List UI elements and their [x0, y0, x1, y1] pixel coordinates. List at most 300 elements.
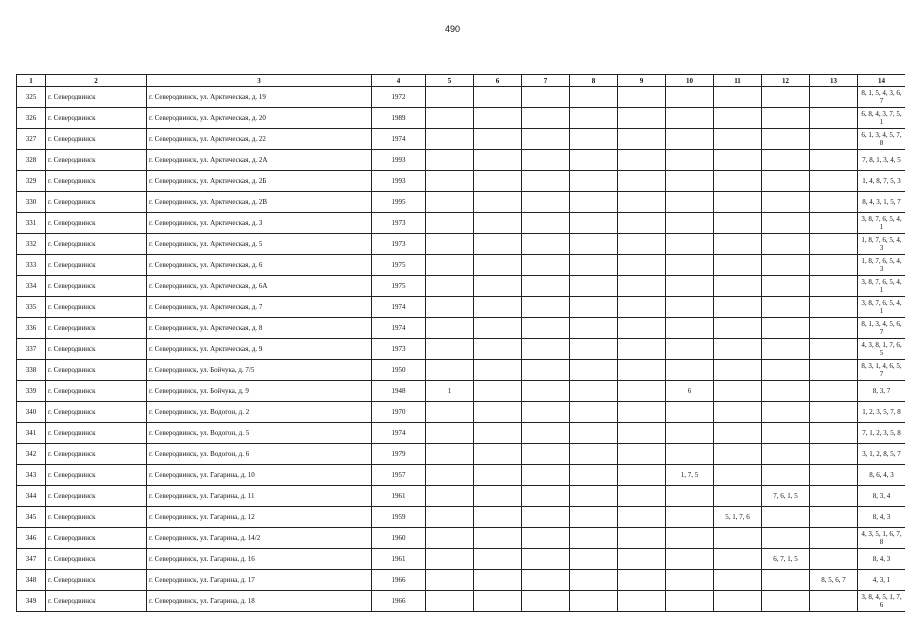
- table-cell-col-8: [570, 108, 618, 129]
- table-cell-col-8: [570, 507, 618, 528]
- column-header-10: 10: [666, 75, 714, 87]
- table-cell-col-3: г. Северодвинск, ул. Гагарина, д. 12: [147, 507, 372, 528]
- table-cell-col-1: 345: [17, 507, 46, 528]
- table-cell-col-4: 1961: [372, 486, 426, 507]
- table-cell-col-4: 1974: [372, 423, 426, 444]
- table-cell-col-9: [618, 234, 666, 255]
- table-cell-col-7: [522, 528, 570, 549]
- table-cell-col-12: [762, 528, 810, 549]
- table-cell-col-4: 1966: [372, 570, 426, 591]
- table-row: [17, 528, 905, 549]
- table-cell-col-7: [522, 255, 570, 276]
- table-cell-col-12: [762, 297, 810, 318]
- table-cell-col-12: [762, 87, 810, 108]
- table-cell-col-11: [714, 108, 762, 129]
- table-cell-col-7: [522, 402, 570, 423]
- table-cell-col-5: [426, 570, 474, 591]
- table-cell-col-10: 6: [666, 381, 714, 402]
- data-table: [16, 74, 905, 612]
- table-cell-col-6: [474, 528, 522, 549]
- table-cell-col-10: [666, 444, 714, 465]
- column-header-14: 14: [858, 75, 905, 87]
- table-cell-col-4: 1993: [372, 150, 426, 171]
- table-cell-col-11: [714, 486, 762, 507]
- table-cell-col-6: [474, 465, 522, 486]
- table-row: [17, 129, 905, 150]
- column-header-8: 8: [570, 75, 618, 87]
- table-cell-col-11: [714, 213, 762, 234]
- table-cell-col-9: [618, 276, 666, 297]
- table-cell-col-4: 1995: [372, 192, 426, 213]
- table-row: [17, 549, 905, 570]
- table-cell-col-13: [810, 507, 858, 528]
- table-cell-col-4: 1973: [372, 339, 426, 360]
- table-cell-col-9: [618, 570, 666, 591]
- table-cell-col-10: [666, 234, 714, 255]
- table-cell-col-2: г. Северодвинск: [46, 444, 147, 465]
- table-cell-col-13: [810, 591, 858, 612]
- table-cell-col-1: 343: [17, 465, 46, 486]
- table-cell-col-12: [762, 570, 810, 591]
- table-cell-col-13: [810, 528, 858, 549]
- table-cell-col-2: г. Северодвинск: [46, 528, 147, 549]
- table-cell-col-13: [810, 255, 858, 276]
- table-cell-col-1: 332: [17, 234, 46, 255]
- table-cell-col-12: [762, 234, 810, 255]
- table-cell-col-2: г. Северодвинск: [46, 381, 147, 402]
- table-cell-col-10: [666, 192, 714, 213]
- table-cell-col-3: г. Северодвинск, ул. Арктическая, д. 6: [147, 255, 372, 276]
- table-cell-col-14: 4, 3, 1: [858, 570, 905, 591]
- table-cell-col-11: [714, 402, 762, 423]
- table-cell-col-14: 3, 8, 7, 6, 5, 4, 1: [858, 297, 905, 318]
- table-header-row: [17, 75, 905, 87]
- table-cell-col-6: [474, 255, 522, 276]
- table-row: [17, 318, 905, 339]
- table-cell-col-9: [618, 423, 666, 444]
- table-row: [17, 402, 905, 423]
- table-cell-col-8: [570, 444, 618, 465]
- table-cell-col-5: [426, 486, 474, 507]
- table-cell-col-5: [426, 444, 474, 465]
- table-cell-col-1: 349: [17, 591, 46, 612]
- table-cell-col-1: 329: [17, 171, 46, 192]
- table-cell-col-9: [618, 528, 666, 549]
- table-cell-col-3: г. Северодвинск, ул. Бойчука, д. 9: [147, 381, 372, 402]
- table-cell-col-4: 1975: [372, 276, 426, 297]
- table-cell-col-10: [666, 87, 714, 108]
- table-row: [17, 486, 905, 507]
- table-cell-col-13: [810, 402, 858, 423]
- table-cell-col-9: [618, 297, 666, 318]
- table-cell-col-6: [474, 339, 522, 360]
- table-cell-col-8: [570, 255, 618, 276]
- table-cell-col-3: г. Северодвинск, ул. Арктическая, д. 8: [147, 318, 372, 339]
- table-cell-col-7: [522, 486, 570, 507]
- table-cell-col-4: 1948: [372, 381, 426, 402]
- table-cell-col-13: [810, 87, 858, 108]
- table-cell-col-6: [474, 108, 522, 129]
- table-cell-col-8: [570, 591, 618, 612]
- column-header-13: 13: [810, 75, 858, 87]
- table-cell-col-6: [474, 87, 522, 108]
- table-cell-col-3: г. Северодвинск, ул. Арктическая, д. 6А: [147, 276, 372, 297]
- table-cell-col-14: 8, 3, 1, 4, 6, 5, 7: [858, 360, 905, 381]
- table-cell-col-9: [618, 591, 666, 612]
- table-cell-col-3: г. Северодвинск, ул. Арктическая, д. 9: [147, 339, 372, 360]
- table-cell-col-3: г. Северодвинск, ул. Бойчука, д. 7/5: [147, 360, 372, 381]
- table-cell-col-2: г. Северодвинск: [46, 192, 147, 213]
- table-cell-col-4: 1974: [372, 318, 426, 339]
- table-cell-col-6: [474, 276, 522, 297]
- table-cell-col-7: [522, 570, 570, 591]
- table-row: [17, 276, 905, 297]
- table-cell-col-11: [714, 87, 762, 108]
- table-cell-col-11: [714, 171, 762, 192]
- column-header-2: 2: [46, 75, 147, 87]
- table-cell-col-3: г. Северодвинск, ул. Арктическая, д. 5: [147, 234, 372, 255]
- table-cell-col-1: 341: [17, 423, 46, 444]
- table-cell-col-7: [522, 276, 570, 297]
- table-cell-col-8: [570, 318, 618, 339]
- table-cell-col-11: [714, 339, 762, 360]
- table-cell-col-12: 7, 6, 1, 5: [762, 486, 810, 507]
- table-cell-col-12: [762, 318, 810, 339]
- table-cell-col-12: [762, 192, 810, 213]
- table-cell-col-14: 8, 1, 3, 4, 5, 6, 7: [858, 318, 905, 339]
- table-cell-col-10: [666, 213, 714, 234]
- column-header-11: 11: [714, 75, 762, 87]
- table-cell-col-13: [810, 486, 858, 507]
- table-cell-col-11: [714, 381, 762, 402]
- table-cell-col-4: 1972: [372, 87, 426, 108]
- table-cell-col-3: г. Северодвинск, ул. Гагарина, д. 14/2: [147, 528, 372, 549]
- table-cell-col-2: г. Северодвинск: [46, 465, 147, 486]
- table-cell-col-2: г. Северодвинск: [46, 549, 147, 570]
- table-cell-col-4: 1974: [372, 129, 426, 150]
- table-cell-col-6: [474, 192, 522, 213]
- table-cell-col-11: [714, 570, 762, 591]
- table-cell-col-6: [474, 213, 522, 234]
- table-cell-col-10: [666, 360, 714, 381]
- table-cell-col-3: г. Северодвинск, ул. Водогон, д. 5: [147, 423, 372, 444]
- table-row: [17, 213, 905, 234]
- column-header-4: 4: [372, 75, 426, 87]
- table-cell-col-6: [474, 570, 522, 591]
- table-cell-col-12: [762, 465, 810, 486]
- table-cell-col-14: 1, 8, 7, 6, 5, 4, 3: [858, 234, 905, 255]
- table-cell-col-11: [714, 234, 762, 255]
- table-cell-col-7: [522, 591, 570, 612]
- table-cell-col-5: [426, 360, 474, 381]
- table-cell-col-10: [666, 297, 714, 318]
- table-cell-col-13: [810, 381, 858, 402]
- table-cell-col-10: [666, 423, 714, 444]
- column-header-3: 3: [147, 75, 372, 87]
- table-cell-col-11: [714, 129, 762, 150]
- table-cell-col-3: г. Северодвинск, ул. Арктическая, д. 2А: [147, 150, 372, 171]
- table-cell-col-11: [714, 276, 762, 297]
- table-cell-col-6: [474, 297, 522, 318]
- table-cell-col-5: [426, 528, 474, 549]
- table-row: [17, 360, 905, 381]
- table-cell-col-13: [810, 339, 858, 360]
- table-cell-col-7: [522, 171, 570, 192]
- column-header-5: 5: [426, 75, 474, 87]
- table-cell-col-6: [474, 150, 522, 171]
- table-cell-col-7: [522, 108, 570, 129]
- column-header-9: 9: [618, 75, 666, 87]
- table-cell-col-2: г. Северодвинск: [46, 255, 147, 276]
- table-body: [17, 87, 905, 612]
- table-cell-col-10: [666, 339, 714, 360]
- table-cell-col-8: [570, 276, 618, 297]
- table-cell-col-14: 3, 1, 2, 8, 5, 7: [858, 444, 905, 465]
- table-row: [17, 171, 905, 192]
- table-cell-col-14: 8, 6, 4, 3: [858, 465, 905, 486]
- table-cell-col-4: 1957: [372, 465, 426, 486]
- table-cell-col-2: г. Северодвинск: [46, 402, 147, 423]
- table-cell-col-5: [426, 129, 474, 150]
- table-cell-col-14: 8, 4, 3: [858, 549, 905, 570]
- table-row: [17, 591, 905, 612]
- table-cell-col-8: [570, 297, 618, 318]
- table-cell-col-3: г. Северодвинск, ул. Арктическая, д. 19: [147, 87, 372, 108]
- table-cell-col-9: [618, 381, 666, 402]
- table-cell-col-13: [810, 129, 858, 150]
- table-row: [17, 108, 905, 129]
- table-cell-col-13: [810, 318, 858, 339]
- table-cell-col-13: [810, 549, 858, 570]
- table-cell-col-7: [522, 192, 570, 213]
- table-cell-col-9: [618, 549, 666, 570]
- table-row: [17, 255, 905, 276]
- table-cell-col-13: [810, 465, 858, 486]
- table-cell-col-10: [666, 486, 714, 507]
- table-cell-col-9: [618, 150, 666, 171]
- table-cell-col-3: г. Северодвинск, ул. Водогон, д. 2: [147, 402, 372, 423]
- table-cell-col-1: 325: [17, 87, 46, 108]
- table-row: [17, 234, 905, 255]
- table-cell-col-6: [474, 381, 522, 402]
- table-cell-col-5: [426, 192, 474, 213]
- table-cell-col-4: 1973: [372, 213, 426, 234]
- table-cell-col-5: [426, 255, 474, 276]
- table-cell-col-13: [810, 234, 858, 255]
- table-cell-col-6: [474, 402, 522, 423]
- table-cell-col-5: [426, 318, 474, 339]
- table-cell-col-8: [570, 360, 618, 381]
- table-cell-col-14: 3, 8, 7, 6, 5, 4, 1: [858, 276, 905, 297]
- table-cell-col-6: [474, 591, 522, 612]
- table-cell-col-12: [762, 171, 810, 192]
- table-cell-col-11: [714, 192, 762, 213]
- table-cell-col-12: [762, 381, 810, 402]
- table-cell-col-14: 8, 1, 5, 4, 3, 6, 7: [858, 87, 905, 108]
- table-cell-col-14: 6, 8, 4, 3, 7, 5, 1: [858, 108, 905, 129]
- table-cell-col-7: [522, 549, 570, 570]
- table-cell-col-1: 346: [17, 528, 46, 549]
- table-cell-col-4: 1950: [372, 360, 426, 381]
- table-cell-col-5: [426, 108, 474, 129]
- table-cell-col-10: [666, 171, 714, 192]
- table-cell-col-5: [426, 297, 474, 318]
- table-cell-col-13: [810, 423, 858, 444]
- table-cell-col-5: [426, 150, 474, 171]
- table-cell-col-7: [522, 381, 570, 402]
- table-cell-col-7: [522, 150, 570, 171]
- table-cell-col-2: г. Северодвинск: [46, 507, 147, 528]
- table-cell-col-11: [714, 444, 762, 465]
- table-cell-col-13: [810, 150, 858, 171]
- table-cell-col-4: 1974: [372, 297, 426, 318]
- table-cell-col-9: [618, 171, 666, 192]
- table-cell-col-12: [762, 339, 810, 360]
- table-cell-col-8: [570, 150, 618, 171]
- table-cell-col-1: 337: [17, 339, 46, 360]
- table-cell-col-3: г. Северодвинск, ул. Гагарина, д. 11: [147, 486, 372, 507]
- table-cell-col-11: [714, 528, 762, 549]
- table-cell-col-3: г. Северодвинск, ул. Арктическая, д. 2В: [147, 192, 372, 213]
- table-cell-col-4: 1993: [372, 171, 426, 192]
- table-cell-col-5: [426, 465, 474, 486]
- table-cell-col-14: 7, 1, 2, 3, 5, 8: [858, 423, 905, 444]
- table-cell-col-11: [714, 255, 762, 276]
- table-cell-col-6: [474, 129, 522, 150]
- table-cell-col-1: 330: [17, 192, 46, 213]
- table-cell-col-4: 1959: [372, 507, 426, 528]
- table-cell-col-10: [666, 129, 714, 150]
- table-cell-col-1: 334: [17, 276, 46, 297]
- table-cell-col-4: 1989: [372, 108, 426, 129]
- table-cell-col-14: 7, 8, 1, 3, 4, 5: [858, 150, 905, 171]
- table-cell-col-8: [570, 423, 618, 444]
- table-cell-col-11: [714, 549, 762, 570]
- table-cell-col-12: [762, 360, 810, 381]
- table-cell-col-7: [522, 297, 570, 318]
- column-header-12: 12: [762, 75, 810, 87]
- table-cell-col-14: 6, 1, 3, 4, 5, 7, 8: [858, 129, 905, 150]
- table-cell-col-1: 335: [17, 297, 46, 318]
- table-cell-col-4: 1975: [372, 255, 426, 276]
- table-cell-col-6: [474, 549, 522, 570]
- table-cell-col-13: [810, 276, 858, 297]
- table-cell-col-9: [618, 444, 666, 465]
- table-cell-col-12: [762, 402, 810, 423]
- table-cell-col-8: [570, 549, 618, 570]
- table-cell-col-10: [666, 570, 714, 591]
- table-cell-col-4: 1961: [372, 549, 426, 570]
- table-cell-col-14: 3, 8, 7, 6, 5, 4, 1: [858, 213, 905, 234]
- table-cell-col-1: 344: [17, 486, 46, 507]
- column-header-7: 7: [522, 75, 570, 87]
- table-cell-col-9: [618, 192, 666, 213]
- table-cell-col-2: г. Северодвинск: [46, 486, 147, 507]
- table-cell-col-5: [426, 276, 474, 297]
- table-cell-col-9: [618, 129, 666, 150]
- table-cell-col-7: [522, 318, 570, 339]
- table-cell-col-1: 336: [17, 318, 46, 339]
- table-cell-col-5: [426, 591, 474, 612]
- table-cell-col-9: [618, 465, 666, 486]
- table-cell-col-8: [570, 234, 618, 255]
- table-cell-col-5: [426, 339, 474, 360]
- table-cell-col-3: г. Северодвинск, ул. Гагарина, д. 10: [147, 465, 372, 486]
- table-cell-col-11: [714, 423, 762, 444]
- table-cell-col-14: 4, 3, 8, 1, 7, 6, 5: [858, 339, 905, 360]
- table-row: [17, 150, 905, 171]
- table-cell-col-10: [666, 528, 714, 549]
- table-cell-col-4: 1960: [372, 528, 426, 549]
- table-cell-col-14: 4, 3, 5, 1, 6, 7, 8: [858, 528, 905, 549]
- table-cell-col-8: [570, 213, 618, 234]
- table-cell-col-2: г. Северодвинск: [46, 423, 147, 444]
- table-cell-col-13: [810, 108, 858, 129]
- table-cell-col-9: [618, 402, 666, 423]
- table-cell-col-2: г. Северодвинск: [46, 360, 147, 381]
- table-cell-col-13: [810, 297, 858, 318]
- table-cell-col-9: [618, 339, 666, 360]
- table-cell-col-13: [810, 444, 858, 465]
- table-cell-col-7: [522, 129, 570, 150]
- table-cell-col-12: [762, 255, 810, 276]
- table-row: [17, 570, 905, 591]
- table-cell-col-10: [666, 549, 714, 570]
- table-cell-col-1: 340: [17, 402, 46, 423]
- table-cell-col-2: г. Северодвинск: [46, 213, 147, 234]
- table-cell-col-6: [474, 171, 522, 192]
- table-cell-col-8: [570, 381, 618, 402]
- table-cell-col-5: [426, 213, 474, 234]
- table-cell-col-5: [426, 549, 474, 570]
- table-cell-col-11: [714, 297, 762, 318]
- table-cell-col-14: 1, 4, 8, 7, 5, 3: [858, 171, 905, 192]
- table-cell-col-3: г. Северодвинск, ул. Гагарина, д. 17: [147, 570, 372, 591]
- column-header-1: 1: [17, 75, 46, 87]
- table-cell-col-4: 1973: [372, 234, 426, 255]
- table-cell-col-3: г. Северодвинск, ул. Арктическая, д. 22: [147, 129, 372, 150]
- table-row: [17, 465, 905, 486]
- table-cell-col-3: г. Северодвинск, ул. Арктическая, д. 20: [147, 108, 372, 129]
- table-cell-col-6: [474, 507, 522, 528]
- table-cell-col-7: [522, 423, 570, 444]
- table-cell-col-11: [714, 591, 762, 612]
- table-cell-col-10: [666, 507, 714, 528]
- table-cell-col-13: [810, 192, 858, 213]
- table-cell-col-2: г. Северодвинск: [46, 339, 147, 360]
- table-cell-col-7: [522, 87, 570, 108]
- table-cell-col-8: [570, 192, 618, 213]
- table-cell-col-8: [570, 87, 618, 108]
- table-cell-col-1: 326: [17, 108, 46, 129]
- table-cell-col-9: [618, 108, 666, 129]
- table-cell-col-1: 338: [17, 360, 46, 381]
- table-row: [17, 192, 905, 213]
- table-cell-col-3: г. Северодвинск, ул. Гагарина, д. 16: [147, 549, 372, 570]
- table-cell-col-11: [714, 150, 762, 171]
- table-row: [17, 423, 905, 444]
- table-cell-col-9: [618, 318, 666, 339]
- table-cell-col-14: 1, 8, 7, 6, 5, 4, 3: [858, 255, 905, 276]
- table-cell-col-9: [618, 213, 666, 234]
- table-cell-col-2: г. Северодвинск: [46, 108, 147, 129]
- table-cell-col-12: [762, 507, 810, 528]
- table-cell-col-12: [762, 108, 810, 129]
- table-cell-col-9: [618, 255, 666, 276]
- table-cell-col-7: [522, 234, 570, 255]
- table-cell-col-11: [714, 465, 762, 486]
- table-cell-col-5: [426, 171, 474, 192]
